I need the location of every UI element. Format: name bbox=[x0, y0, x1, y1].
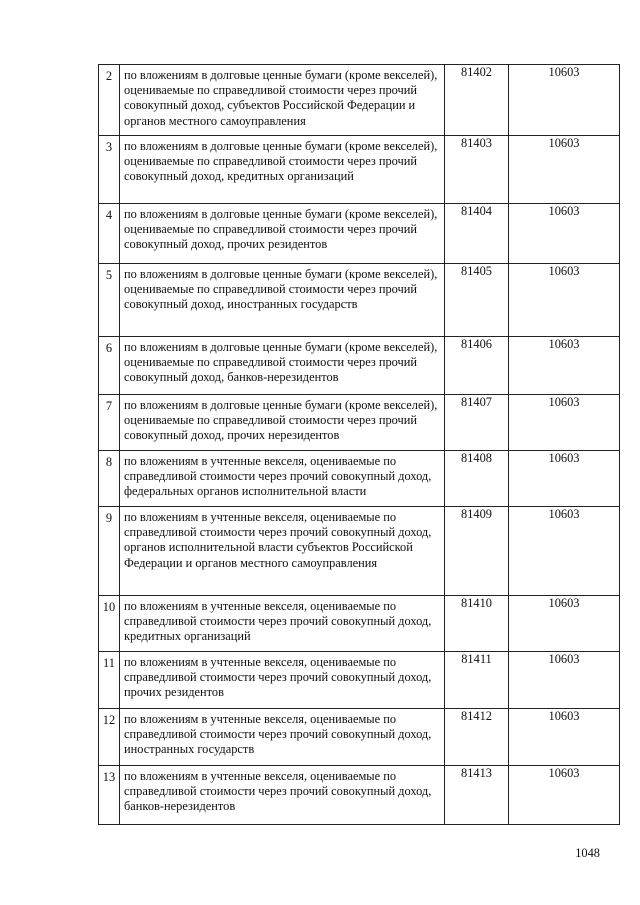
table-row bbox=[99, 451, 620, 507]
row-description: по вложениям в учтенные векселя, оцениваемые по справедливой стоимости через прочий совокупный доход, кредитных организаций bbox=[120, 596, 445, 652]
account-code: 81404 bbox=[445, 204, 509, 264]
row-number: 13 bbox=[99, 766, 120, 825]
table-row bbox=[99, 766, 620, 825]
row-description: по вложениям в учтенные векселя, оцениваемые по справедливой стоимости через прочий совокупный доход, иностранных государств bbox=[120, 709, 445, 766]
paired-account-code: 10603 bbox=[509, 65, 620, 136]
account-code: 81405 bbox=[445, 264, 509, 337]
account-code: 81408 bbox=[445, 451, 509, 507]
row-number: 2 bbox=[99, 65, 120, 136]
row-number: 7 bbox=[99, 395, 120, 451]
paired-account-code: 10603 bbox=[509, 709, 620, 766]
table-row bbox=[99, 596, 620, 652]
row-description: по вложениям в учтенные векселя, оцениваемые по справедливой стоимости через прочий совокупный доход, федеральных органов исполнительной власти bbox=[120, 451, 445, 507]
row-description: по вложениям в долговые ценные бумаги (кроме векселей), оцениваемые по справедливой стоимости через прочий совокупный доход, прочих нерезидентов bbox=[120, 395, 445, 451]
table-row bbox=[99, 204, 620, 264]
row-number: 10 bbox=[99, 596, 120, 652]
table-row bbox=[99, 337, 620, 395]
paired-account-code: 10603 bbox=[509, 136, 620, 204]
account-code: 81402 bbox=[445, 65, 509, 136]
row-number: 12 bbox=[99, 709, 120, 766]
row-number: 5 bbox=[99, 264, 120, 337]
account-code: 81411 bbox=[445, 652, 509, 709]
paired-account-code: 10603 bbox=[509, 596, 620, 652]
row-description: по вложениям в учтенные векселя, оцениваемые по справедливой стоимости через прочий совокупный доход, банков-нерезидентов bbox=[120, 766, 445, 825]
paired-account-code: 10603 bbox=[509, 652, 620, 709]
paired-account-code: 10603 bbox=[509, 507, 620, 596]
page-number: 1048 bbox=[575, 846, 600, 860]
table-row bbox=[99, 395, 620, 451]
account-code: 81406 bbox=[445, 337, 509, 395]
row-number: 11 bbox=[99, 652, 120, 709]
row-description: по вложениям в долговые ценные бумаги (кроме векселей), оцениваемые по справедливой стоимости через прочий совокупный доход, банков-нерезидентов bbox=[120, 337, 445, 395]
table-row bbox=[99, 709, 620, 766]
table-row bbox=[99, 65, 620, 136]
row-number: 8 bbox=[99, 451, 120, 507]
row-description: по вложениям в долговые ценные бумаги (кроме векселей), оцениваемые по справедливой стоимости через прочий совокупный доход, иностранных государств bbox=[120, 264, 445, 337]
account-code: 81412 bbox=[445, 709, 509, 766]
row-number: 6 bbox=[99, 337, 120, 395]
table-row bbox=[99, 136, 620, 204]
table-row bbox=[99, 264, 620, 337]
paired-account-code: 10603 bbox=[509, 395, 620, 451]
paired-account-code: 10603 bbox=[509, 264, 620, 337]
row-description: по вложениям в долговые ценные бумаги (кроме векселей), оцениваемые по справедливой стоимости через прочий совокупный доход, прочих резидентов bbox=[120, 204, 445, 264]
row-description: по вложениям в долговые ценные бумаги (кроме векселей), оцениваемые по справедливой стоимости через прочий совокупный доход, субъектов Российской Федерации и органов местного самоуправления bbox=[120, 65, 445, 136]
paired-account-code: 10603 bbox=[509, 204, 620, 264]
row-number: 3 bbox=[99, 136, 120, 204]
row-description: по вложениям в учтенные векселя, оцениваемые по справедливой стоимости через прочий совокупный доход, прочих резидентов bbox=[120, 652, 445, 709]
account-code: 81410 bbox=[445, 596, 509, 652]
account-code: 81409 bbox=[445, 507, 509, 596]
row-description: по вложениям в учтенные векселя, оцениваемые по справедливой стоимости через прочий совокупный доход, органов исполнительной власти субъектов Российской Федерации и органов местного самоуправления bbox=[120, 507, 445, 596]
table-row bbox=[99, 652, 620, 709]
table-row bbox=[99, 507, 620, 596]
account-code: 81413 bbox=[445, 766, 509, 825]
accounts-table bbox=[98, 64, 620, 825]
paired-account-code: 10603 bbox=[509, 337, 620, 395]
paired-account-code: 10603 bbox=[509, 766, 620, 825]
row-number: 4 bbox=[99, 204, 120, 264]
row-description: по вложениям в долговые ценные бумаги (кроме векселей), оцениваемые по справедливой стоимости через прочий совокупный доход, кредитных организаций bbox=[120, 136, 445, 204]
row-number: 9 bbox=[99, 507, 120, 596]
paired-account-code: 10603 bbox=[509, 451, 620, 507]
account-code: 81407 bbox=[445, 395, 509, 451]
account-code: 81403 bbox=[445, 136, 509, 204]
